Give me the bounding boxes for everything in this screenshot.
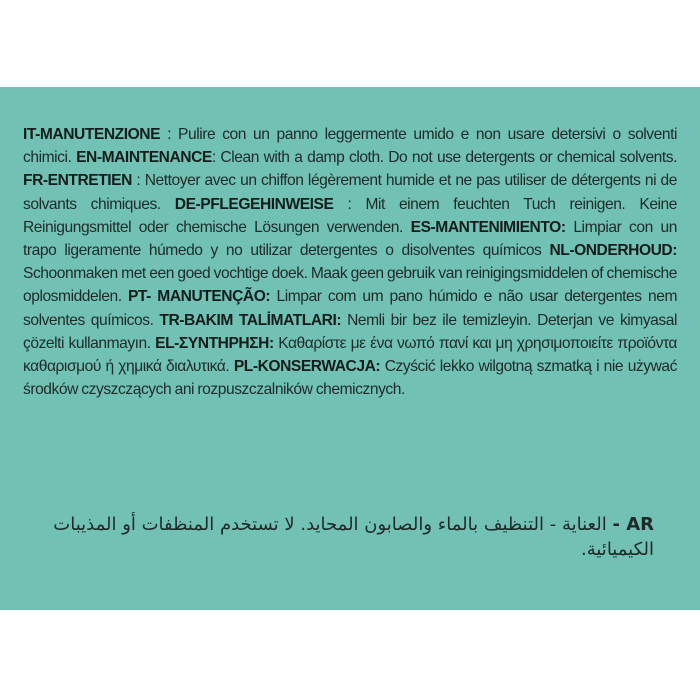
care-instructions-arabic [40,512,654,562]
care-instructions: IT-MANUTENZIONE : Pulire con un panno leggermente umido e non usare detersivi o solventi chimici. EN-MAINTENANCE: Clean with a damp cloth. Do not use detergents or chemical solvents. FR-ENTRETIEN : Nettoyer avec un chiffon légèrement humide et ne pas utiliser de détergents ni de solvants chimiques. DE-PFLEGEHINWEISE : Mit einem feuchten Tuch reinigen. Keine Reinigungsmittel oder chemische Lösungen verwenden. ES-MANTENIMIENTO: Limpiar con un trapo ligeramente húmedo y no utilizar detergentes o disolventes químicos NL-ONDERHOUD: Schoonmaken met een goed vochtige doek. Maak geen gebruik van reinigingsmiddelen of chemische oplosmiddelen. PT- MANUTENÇÃO: Limpar com um pano húmido e não usar detergentes nem solventes químicos. TR-BAKIM TALİMATLARI: Nemli bir bez ile temizleyin. Deterjan ve kimyasal çözelti kullanmayın. EL-ΣΥΝΤΗΡΗΣΗ: Καθαρίστε με ένα νωπό πανί και μη χρησιμοποιείτε προϊόντα καθαρισμού ή χημικά διαλυτικά. PL-KONSERWACJA: Czyścić lekko wilgotną szmatką i nie używać środków czyszczących ani rozpuszczalników chemicznych. [23,126,678,399]
section-code-de: DE-PFLEGEHINWEISE [174,195,334,213]
section-code-it: IT-MANUTENZIONE [23,126,161,143]
section-text-ar: العناية - التنظيف بالماء والصابون المحايد. لا تستخدم المنظفات أو المذيبات الكيميائية. [53,514,654,560]
section-text-el: Καθαρίστε με ένα νωπό πανί και μη χρησιμοποιείτε προϊόντα καθαρισμού ή χημικά διαλυτικά. [23,334,677,376]
section-code-fr: FR-ENTRETIEN [23,172,132,190]
section-code-pt: PT- MANUTENÇÃO: [127,288,271,306]
section-text-pt: Limpar com um pano húmido e não usar detergentes nem solventes químicos. [23,288,677,329]
section-code-nl: NL-ONDERHOUD: [549,242,677,260]
section-text-pl: Czyścić lekko wilgotną szmatką i nie używać środków czyszczących ani rozpuszczalników chemicznych. [23,358,677,399]
section-text-en: Clean with a damp cloth. Do not use detergents or chemical solvents. [220,149,678,167]
section-code-ar: AR - [612,514,654,535]
section-code-tr: TR-BAKIM TALİMATLARI: [159,311,342,329]
section-code-en: EN-MAINTENANCE [76,149,212,167]
section-code-es: ES-MANTENIMIENTO: [410,218,566,236]
section-code-el: EL-ΣΥΝΤΗΡΗΣΗ: [155,334,274,352]
section-text-de: Mit einem feuchten Tuch reinigen. Keine Reinigungsmittel oder chemische Lösungen verwenden. [23,195,677,236]
section-text-it: Pulire con un panno leggermente umido e non usare detersivi o solventi chimici. [23,126,677,167]
section-text-nl: Schoonmaken met een goed vochtige doek. Maak geen gebruik van reinigingsmiddelen of chemische oplosmiddelen. [23,265,677,306]
section-text-tr: Nemli bir bez ile temizleyin. Deterjan ve kimyasal çözelti kullanmayın. [23,311,677,352]
care-label-panel [0,87,700,610]
section-text-fr: Nettoyer avec un chiffon légèrement humide et ne pas utiliser de détergents ni de solvants chimiques. [23,172,677,213]
section-text-es: Limpiar con un trapo ligeramente húmedo y no utilizar detergentes o disolventes químicos [23,218,678,260]
section-code-pl: PL-KONSERWACJA: [233,358,381,376]
